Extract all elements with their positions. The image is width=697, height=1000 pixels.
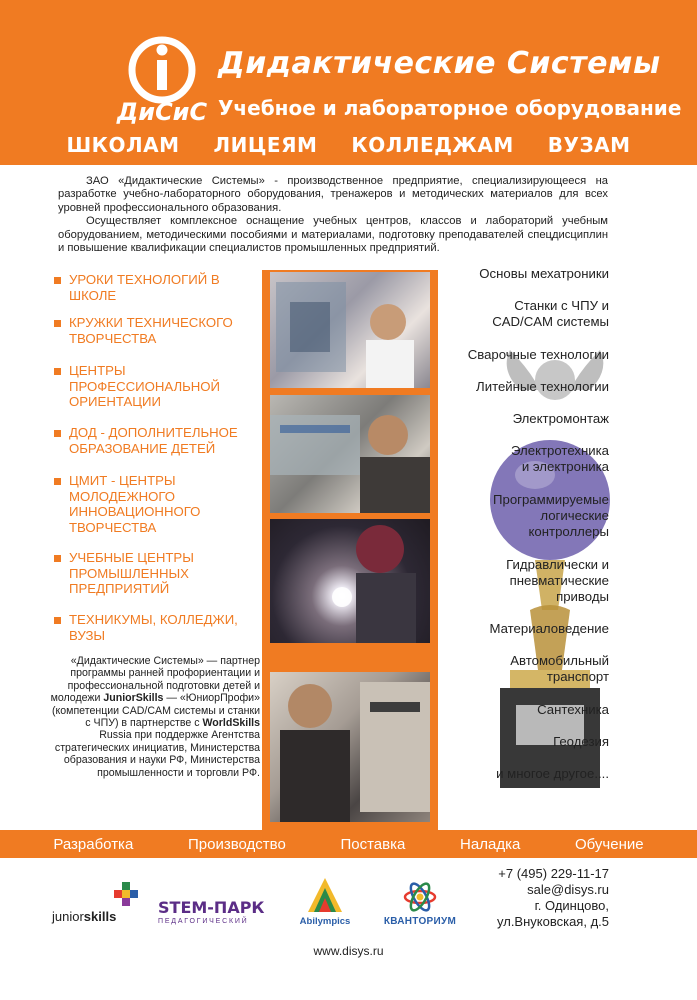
brand-subtitle: Учебное и лабораторное оборудование (218, 96, 682, 120)
photo-welding (270, 519, 430, 643)
services-bar (0, 830, 697, 858)
service-production: Производство (187, 835, 286, 853)
square-bullet-icon (54, 430, 61, 437)
juniorskills-logo: juniorskills (52, 882, 140, 930)
audience-colleges: КОЛЛЕДЖАМ (351, 133, 514, 157)
list-item: ЦЕНТРЫ ПРОФЕССИОНАЛЬНОЙ ОРИЕНТАЦИИ (54, 363, 259, 410)
right-list-item: Геодезия (553, 734, 609, 749)
right-list-item: и многое другое.... (496, 766, 609, 781)
square-bullet-icon (54, 478, 61, 485)
right-list-item: Автомобильный транспорт (510, 653, 609, 684)
header-banner (0, 0, 697, 165)
service-training: Обучение (575, 835, 644, 853)
square-bullet-icon (54, 617, 61, 624)
right-list-item: Сварочные технологии (467, 347, 609, 362)
juniorskills-name: JuniorSkills (103, 692, 164, 705)
partner-paragraph: «Дидактические Системы» — партнер программы ранней профориентации и профессиональной подготовки детей и молодежи JuniorSkills — «ЮниорПрофи» (компетенции CAD/CAM системы и станки с ЧПУ) в партнерстве с WorldSkills Russia при поддержке Агентства стратегических инициатив, Министерства образования и науки РФ, Министерства промышленности и торговли РФ. (50, 655, 260, 779)
service-setup: Наладка (460, 835, 521, 853)
list-item: УЧЕБНЫЕ ЦЕНТРЫ ПРОМЫШЛЕННЫХ ПРЕДПРИЯТИЙ (54, 550, 259, 597)
list-item: ТЕХНИКУМЫ, КОЛЛЕДЖИ, ВУЗЫ (54, 612, 259, 643)
brand-title: Дидактические Системы (218, 46, 661, 81)
right-list-item: Программируемые логические контроллеры (493, 492, 609, 539)
address-street: ул.Внуковская, д.5 (497, 914, 609, 929)
intro-text (58, 175, 608, 255)
audience-row (0, 133, 697, 157)
right-list-item: Основы мехатроники (479, 266, 609, 281)
list-item: ДОД - ДОПОЛНИТЕЛЬНОЕ ОБРАЗОВАНИЕ ДЕТЕЙ (54, 425, 259, 456)
website-link[interactable]: www.disys.ru (313, 944, 384, 958)
right-list-item: Гидравлически и пневматические приводы (506, 557, 609, 604)
audience-universities: ВУЗАМ (547, 133, 631, 157)
right-list-item: Станки с ЧПУ и CAD/CAM системы (492, 298, 609, 329)
email-address[interactable]: sale@disys.ru (527, 882, 609, 897)
right-list-item: Электротехника и электроника (511, 443, 609, 474)
photo-students-mechatronics (270, 272, 430, 388)
logo-text: ДиСиС (116, 98, 208, 126)
kvantorium-logo: КВАНТОРИУМ (372, 880, 468, 930)
intro-paragraph-2: Осуществляет комплексное оснащение учебных центров, классов и лабораторий учебным оборудованием, методическими пособиями и материалами, подготовку преподавателей спецдисциплин и повышение квалификации специалистов промышленных предприятий. (58, 215, 608, 255)
juniorskills-blocks-icon (114, 882, 144, 910)
list-item: УРОКИ ТЕХНОЛОГИЙ В ШКОЛЕ (54, 272, 259, 303)
stem-park-logo: STEM-ПАРК ПЕДАГОГИЧЕСКИЙ (158, 898, 265, 925)
audience-schools: ШКОЛАМ (66, 133, 180, 157)
worldskills-name: WorldSkills (202, 717, 260, 730)
service-development: Разработка (53, 835, 134, 853)
contact-info (497, 866, 609, 930)
list-item: КРУЖКИ ТЕХНИЧЕСКОГО ТВОРЧЕСТВА (54, 315, 259, 346)
address-city: г. Одинцово, (534, 898, 609, 913)
kvantorium-atom-icon (372, 880, 468, 916)
abilympics-emblem-icon (294, 876, 356, 916)
square-bullet-icon (54, 320, 61, 327)
square-bullet-icon (54, 555, 61, 562)
company-logo (112, 36, 212, 126)
abilympics-logo: Abilympics (294, 876, 356, 930)
photo-student-electrical (270, 672, 430, 822)
phone-number[interactable]: +7 (495) 229-11-17 (498, 866, 609, 881)
service-delivery: Поставка (340, 835, 406, 853)
intro-paragraph-1: ЗАО «Дидактические Системы» - производственное предприятие, специализирующееся на разработке учебно-лабораторного оборудования, тренажеров и методических материалов для всех уровней профессионального образования. (58, 175, 608, 214)
right-list-item: Электромонтаж (512, 411, 609, 426)
photo-student-workbench (270, 395, 430, 513)
list-item: ЦМИТ - ЦЕНТРЫ МОЛОДЕЖНОГО ИННОВАЦИОННОГО ТВОРЧЕСТВА (54, 473, 259, 535)
audience-lyceums: ЛИЦЕЯМ (213, 133, 318, 157)
square-bullet-icon (54, 368, 61, 375)
square-bullet-icon (54, 277, 61, 284)
right-list-item: Сантехника (537, 702, 609, 717)
right-list-item: Материаловедение (489, 621, 609, 636)
right-list-item: Литейные технологии (476, 379, 609, 394)
